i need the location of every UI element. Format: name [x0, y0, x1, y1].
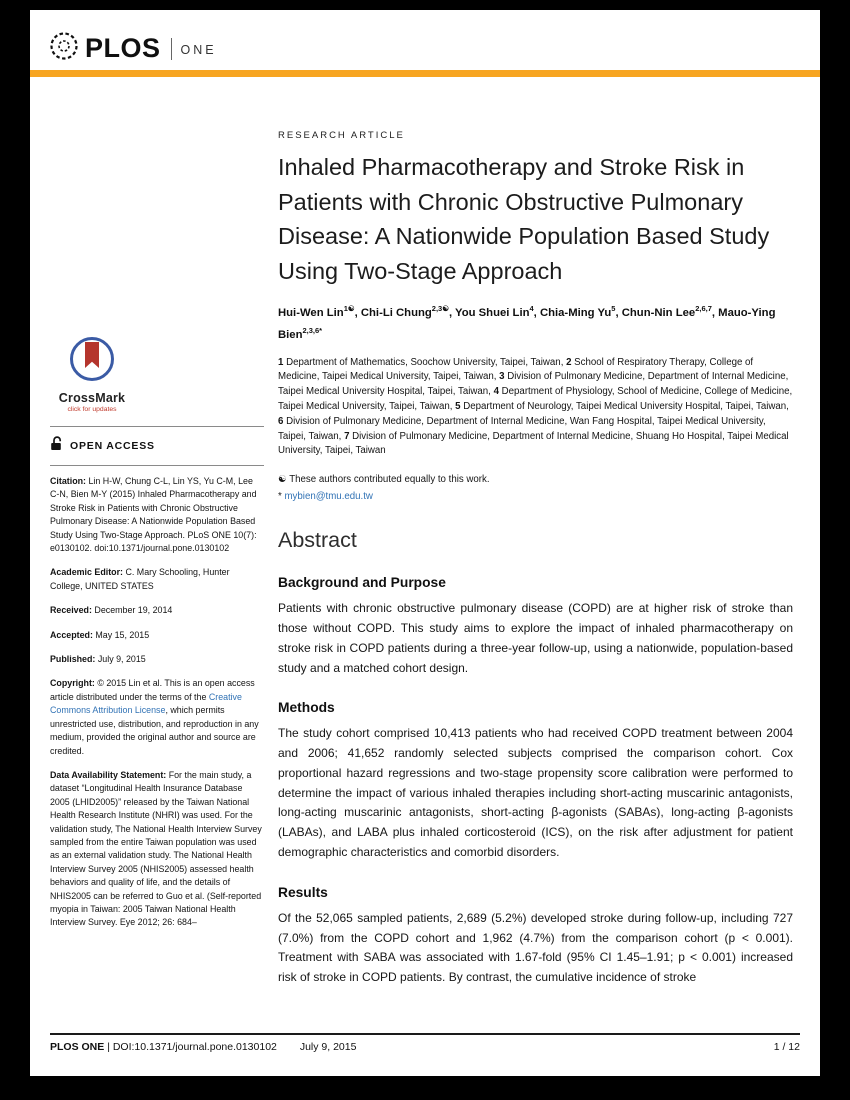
abstract-heading: Abstract	[278, 528, 357, 553]
sidebar-divider-bottom	[50, 465, 264, 466]
affiliations: 1 Department of Mathematics, Soochow University, Taipei, Taiwan, 2 School of Respiratory Therapy, College of Medicine, Taipei Medical University, Taipei, Taiwan, 3 Division of Pulmonary Medicine, Department of Internal Medicine, Taipei Medical University Hospital, Taipei, Taiwan, 4 Department of Physiology, School of Medicine, College of Medicine, Taipei Medical University, Taipei, Taiwan, 5 Department of Neurology, Taipei Medical University Hospital, Taipei, Taiwan, 6 Division of Pulmonary Medicine, Department of Internal Medicine, Wan Fang Hospital, Taipei Medical University, Taipei, Taiwan, 7 Division of Pulmonary Medicine, Department of Internal Medicine, Shuang Ho Hospital, Taipei Medical University, Taipei, Taiwan	[278, 356, 793, 457]
copyright-text-before: © 2015 Lin et al. This is an open access article distributed under the terms of the	[50, 678, 255, 702]
equal-contribution-note	[278, 472, 793, 487]
open-access-label: OPEN ACCESS	[70, 440, 155, 452]
open-access-row	[50, 427, 264, 465]
crossmark-label: CrossMark	[58, 391, 126, 405]
received-label: Received:	[50, 605, 92, 616]
published-label: Published:	[50, 654, 96, 665]
accepted-block	[50, 629, 264, 642]
section-body-methods: The study cohort comprised 10,413 patients who had received COPD treatment between 2004 and 2006; 41,652 randomly selected subjects comprised the comparison cohort. Cox proportional hazard regressions and two-stage propensity score calibration were performed to determine the impact of various inhaled therapies including short-acting muscarinic antagonists, long-acting muscarinic antagonists, short-acting β-agonists (SABAs), long-acting β-agonists (LABAs), and LABA plus inhaled corticosteroid (ICS), on the risk after adjustment for patient demographic characteristics and comorbid disorders.	[278, 726, 793, 860]
accepted-date: May 15, 2015	[95, 629, 150, 640]
plos-globe-icon	[48, 30, 80, 67]
abstract-section-background	[278, 575, 793, 678]
section-heading-results: Results	[278, 884, 328, 900]
abstract-section-methods	[278, 700, 793, 863]
section-heading-methods: Methods	[278, 700, 335, 716]
brand-one-text: ONE	[180, 42, 217, 57]
section-heading-background: Background and Purpose	[278, 575, 446, 591]
abstract-section-results	[278, 885, 793, 988]
equal-contribution-text: These authors contributed equally to this work.	[289, 474, 490, 486]
brand-divider	[171, 38, 172, 60]
footer-doi: | DOI:10.1371/journal.pone.0130102	[107, 1041, 277, 1053]
data-availability-block	[50, 769, 264, 930]
crossmark-badge[interactable]	[54, 335, 130, 413]
corresponding-author-email-link[interactable]: mybien@tmu.edu.tw	[284, 491, 373, 503]
copyright-label: Copyright:	[50, 678, 95, 689]
article-title: Inhaled Pharmacotherapy and Stroke Risk in Patients with Chronic Obstructive Pulmonary Disease: A Nationwide Population Based Study Using Two-Stage Approach	[278, 154, 770, 284]
copyright-block	[50, 677, 264, 757]
equal-contribution-symbol: ☯	[278, 474, 287, 486]
footer-journal-doi	[50, 1041, 356, 1053]
crossmark-subtext: click for updates	[67, 406, 117, 413]
cc-license-link[interactable]: Creative Commons Attribution License	[50, 691, 242, 716]
footer-page-number: 1 / 12	[773, 1041, 800, 1053]
paper-page	[30, 10, 820, 1076]
open-lock-icon	[50, 436, 63, 456]
section-body-results: Of the 52,065 sampled patients, 2,689 (5.2%) developed stroke during follow-up, including 727 (7.0%) from the COPD cohort and 1,962 (4.7%) from the comparison cohort (p < 0.001). Treatment with SABA was associated with 1.67-fold (95% CI 1.45–1.91; p < 0.001) increased risk of stroke in COPD patients. By contrast, the cumulative incidence of stroke	[278, 910, 793, 985]
received-date: December 19, 2014	[94, 605, 173, 616]
copyright-text-after: , which permits unrestricted use, distribution, and reproduction in any medium, provided the original author and source are credited.	[50, 705, 259, 756]
academic-editor-text: C. Mary Schooling, Hunter College, UNITED STATES	[50, 567, 230, 591]
academic-editor-block	[50, 566, 264, 593]
article-main-column	[278, 130, 793, 988]
citation-label: Citation:	[50, 476, 86, 486]
academic-editor-label: Academic Editor:	[50, 567, 123, 578]
footer-divider	[50, 1033, 800, 1035]
crossmark-icon	[68, 335, 116, 383]
accent-bar	[30, 70, 820, 77]
citation-block	[50, 475, 264, 555]
accepted-label: Accepted:	[50, 629, 93, 640]
received-block	[50, 604, 264, 617]
brand-plos-text: PLOS	[85, 33, 161, 63]
page-footer	[50, 1041, 800, 1053]
citation-text: Lin H-W, Chung C-L, Lin YS, Yu C-M, Lee C-N, Bien M-Y (2015) Inhaled Pharmacotherapy and Stroke Risk in Patients with Chronic Obstructive Pulmonary Disease: A Nationwide Population Based Study Using Two-Stage Approach. PLoS ONE 10(7): e0130102. doi:10.1371/journal.pone.0130102	[50, 476, 257, 554]
footer-journal-name: PLOS ONE	[50, 1041, 105, 1053]
section-body-background: Patients with chronic obstructive pulmonary disease (COPD) are at higher risk of stroke than those without COPD. This study aims to explore the impact of inhaled pharmacotherapy on stroke risk in COPD patients during a three-year follow-up, using a nationwide, population-based study and a matched cohort design.	[278, 601, 793, 675]
plos-one-logo	[48, 30, 217, 67]
corresponding-author-marker: *	[278, 491, 282, 503]
article-meta-sidebar	[50, 335, 264, 930]
published-date: July 9, 2015	[97, 654, 146, 665]
data-availability-text: For the main study, a dataset “Longitudinal Health Insurance Database 2005 (LHID2005)” released by the Taiwan National Health Research Institute (NHRI) was used. For the validation study, The National Health Interview Survey sampled from the entire Taiwan population was used as an external validation study. The National Health Interview Survey 2005 (NHIS2005) assessed health behaviors and quality of life, and the details of NHIS2005 can be referred to Guo et al. (Self-reported myopia in Taiwan: 2005 Taiwan National Health Interview Survey. Eye 2012; 26: 684–	[50, 769, 262, 928]
published-block	[50, 653, 264, 666]
corresponding-author-row	[278, 489, 793, 504]
authors-line: Hui-Wen Lin$^{1☯}$, Chi-Li Chung$^{2,3☯}$, You Shuei Lin$^4$, Chia-Ming Yu$^5$, Chun-Nin Lee$^{2,6,7}$, Mauo-Ying Bien$^{2,3,6*}$	[278, 304, 776, 341]
article-type-kicker: RESEARCH ARTICLE	[278, 130, 405, 141]
footer-date: July 9, 2015	[299, 1041, 357, 1053]
data-availability-label: Data Availability Statement:	[50, 769, 167, 780]
